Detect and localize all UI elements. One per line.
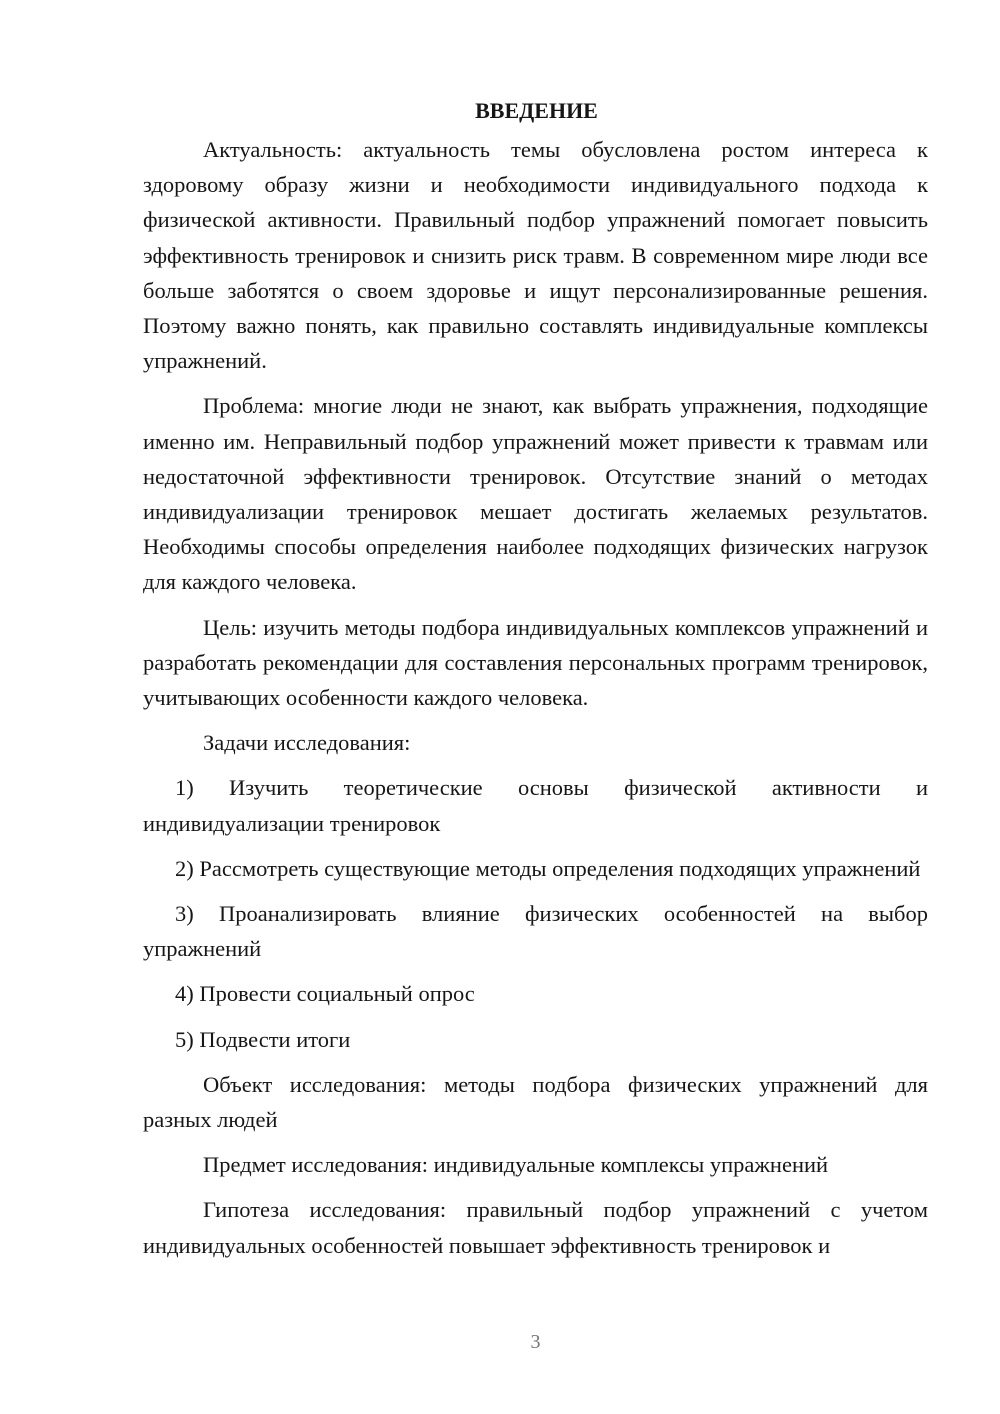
page-number: 3 — [530, 1331, 541, 1353]
task-item-4: 4) Провести социальный опрос — [175, 981, 475, 1007]
task-item-3: 3) Проанализировать влияние физических особенностей на выбор упражнений — [143, 901, 928, 962]
section-title: ВВЕДЕНИЕ — [475, 98, 598, 123]
paragraph-hypothesis: Гипотеза исследования: правильный подбор упражнений с учетом индивидуальных особенностей повышает эффективность тренировок и — [143, 1197, 928, 1258]
page-content — [143, 93, 928, 1273]
paragraph-subject: Предмет исследования: индивидуальные комплексы упражнений — [203, 1152, 829, 1178]
paragraph-problem: Проблема: многие люди не знают, как выбрать упражнения, подходящие именно им. Неправильный подбор упражнений может привести к травмам или недостаточной эффективности тренировок. Отсутствие знаний о методах индивидуализации тренировок мешает достигать желаемых результатов. Необходимы способы определения наиболее подходящих физических нагрузок для каждого человека. — [143, 393, 928, 595]
paragraph-tasks-heading: Задачи исследования: — [203, 730, 411, 756]
paragraph-object: Объект исследования: методы подбора физических упражнений для разных людей — [143, 1071, 928, 1133]
task-item-5: 5) Подвести итоги — [175, 1026, 351, 1052]
paragraph-relevance: Актуальность: актуальность темы обусловлена ростом интереса к здоровому образу жизни и необходимости индивидуального подхода к физической активности. Правильный подбор упражнений помогает повысить эффективность тренировок и снизить риск травм. В современном мире люди все больше заботятся о своем здоровье и ищут персонализированные решения. Поэтому важно понять, как правильно составлять индивидуальные комплексы упражнений. — [143, 137, 928, 374]
task-item-1: 1) Изучить теоретические основы физической активности и индивидуализации тренировок — [143, 775, 928, 836]
task-item-2: 2) Рассмотреть существующие методы определения подходящих упражнений — [175, 855, 921, 881]
paragraph-goal: Цель: изучить методы подбора индивидуальных комплексов упражнений и разработать рекомендации для составления персональных программ тренировок, учитывающих особенности каждого человека. — [143, 614, 928, 711]
